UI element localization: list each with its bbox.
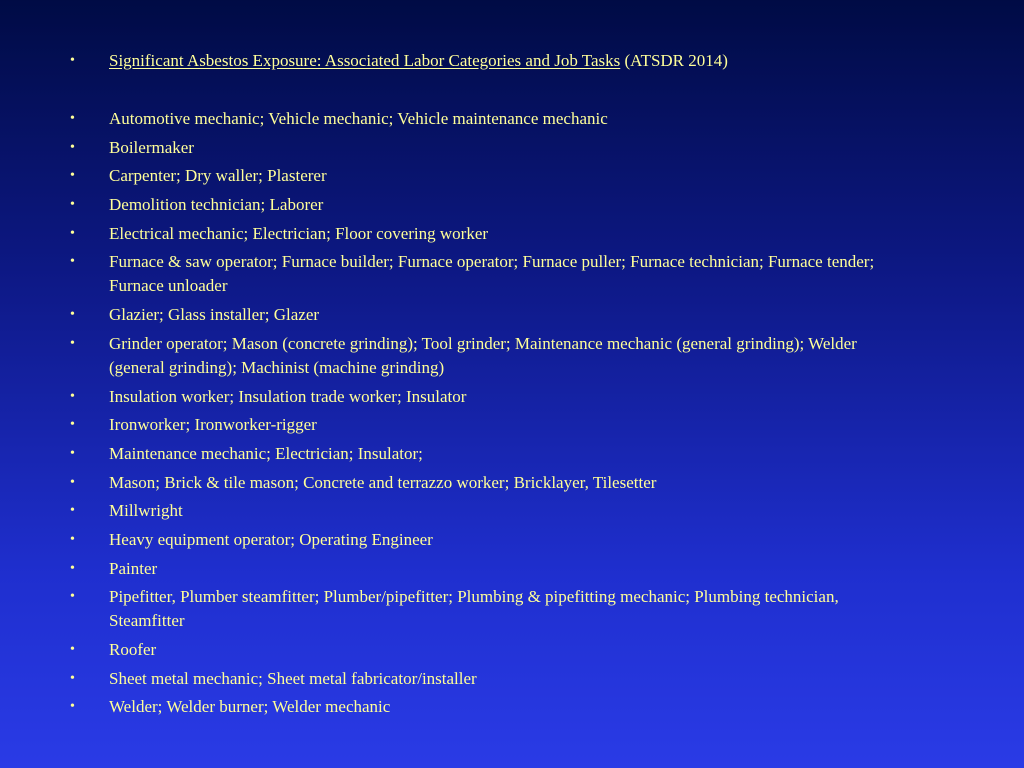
heading-row [70, 50, 950, 72]
list-item-text: Welder; Welder burner; Welder mechanic [109, 697, 391, 717]
list-item-text: Millwright [109, 501, 183, 521]
bullet: • [70, 168, 75, 184]
list-item [70, 222, 900, 246]
list-item-text: Painter [109, 558, 158, 578]
bullet: • [70, 53, 75, 68]
bullet: • [70, 388, 75, 404]
list-item [70, 193, 900, 217]
list-item-text: Electrical mechanic; Electrician; Floor covering worker [109, 223, 489, 243]
list-item-text: Glazier; Glass installer; Glazer [109, 305, 320, 325]
list-item-text: Maintenance mechanic; Electrician; Insulator; [109, 443, 423, 463]
bullet: • [70, 197, 75, 213]
list-item [70, 332, 900, 380]
bullet: • [70, 560, 75, 576]
list-item [70, 136, 900, 160]
list-item [70, 442, 900, 466]
heading-text [109, 50, 728, 72]
list-item [70, 667, 900, 691]
list-item [70, 557, 900, 581]
list-item [70, 413, 900, 437]
list-item [70, 528, 900, 552]
bullet: • [70, 139, 75, 155]
bullet: • [70, 307, 75, 323]
list-item [70, 107, 900, 131]
bullet: • [70, 445, 75, 461]
list-item [70, 164, 900, 188]
list-item-text: Sheet metal mechanic; Sheet metal fabricator/installer [109, 668, 477, 688]
list-item-text: Automotive mechanic; Vehicle mechanic; Vehicle maintenance mechanic [109, 109, 608, 128]
list-item-text: Heavy equipment operator; Operating Engineer [109, 529, 433, 549]
list-item-text: Roofer [109, 640, 157, 659]
list-item [70, 303, 900, 327]
bullet: • [70, 335, 75, 351]
bullet: • [70, 670, 75, 686]
list-item-text: Furnace & saw operator; Furnace builder; Furnace operator; Furnace puller; Furnace technician; Furnace tender; Furnace unloader [109, 252, 875, 296]
bullet: • [70, 531, 75, 547]
list-item [70, 250, 900, 298]
list-item-text: Mason; Brick & tile mason; Concrete and terrazzo worker; Bricklayer, Tilesetter [109, 472, 657, 492]
bullet: • [70, 642, 75, 657]
list-item [70, 585, 900, 633]
list-item-text: Boilermaker [109, 137, 194, 157]
heading-link[interactable]: Significant Asbestos Exposure: Associated Labor Categories and Job Tasks [109, 51, 621, 70]
bullet: • [70, 474, 75, 490]
list-item [70, 499, 900, 523]
bullet: • [70, 254, 75, 270]
list-item-text: Pipefitter, Plumber steamfitter; Plumber/pipefitter; Plumbing & pipefitting mechanic; Plumbing technician, Steamfitter [109, 587, 839, 631]
list-item-text: Ironworker; Ironworker-rigger [109, 415, 317, 435]
list-item-text: Carpenter; Dry waller; Plasterer [109, 166, 327, 186]
bullet: • [70, 589, 75, 605]
list-item [70, 385, 900, 409]
bullet: • [70, 503, 75, 519]
bullet: • [70, 225, 75, 241]
list-item-text: Demolition technician; Laborer [109, 195, 324, 215]
labor-category-list [70, 107, 900, 724]
bullet: • [70, 417, 75, 433]
heading-suffix: (ATSDR 2014) [620, 51, 728, 70]
list-item [70, 695, 900, 719]
bullet: • [70, 111, 75, 126]
list-item [70, 471, 900, 495]
bullet: • [70, 699, 75, 715]
list-item-text: Grinder operator; Mason (concrete grinding); Tool grinder; Maintenance mechanic (general grinding); Welder (general grinding); Machinist (machine grinding) [109, 333, 857, 377]
list-item-text: Insulation worker; Insulation trade worker; Insulator [109, 386, 467, 406]
list-item [70, 638, 900, 662]
